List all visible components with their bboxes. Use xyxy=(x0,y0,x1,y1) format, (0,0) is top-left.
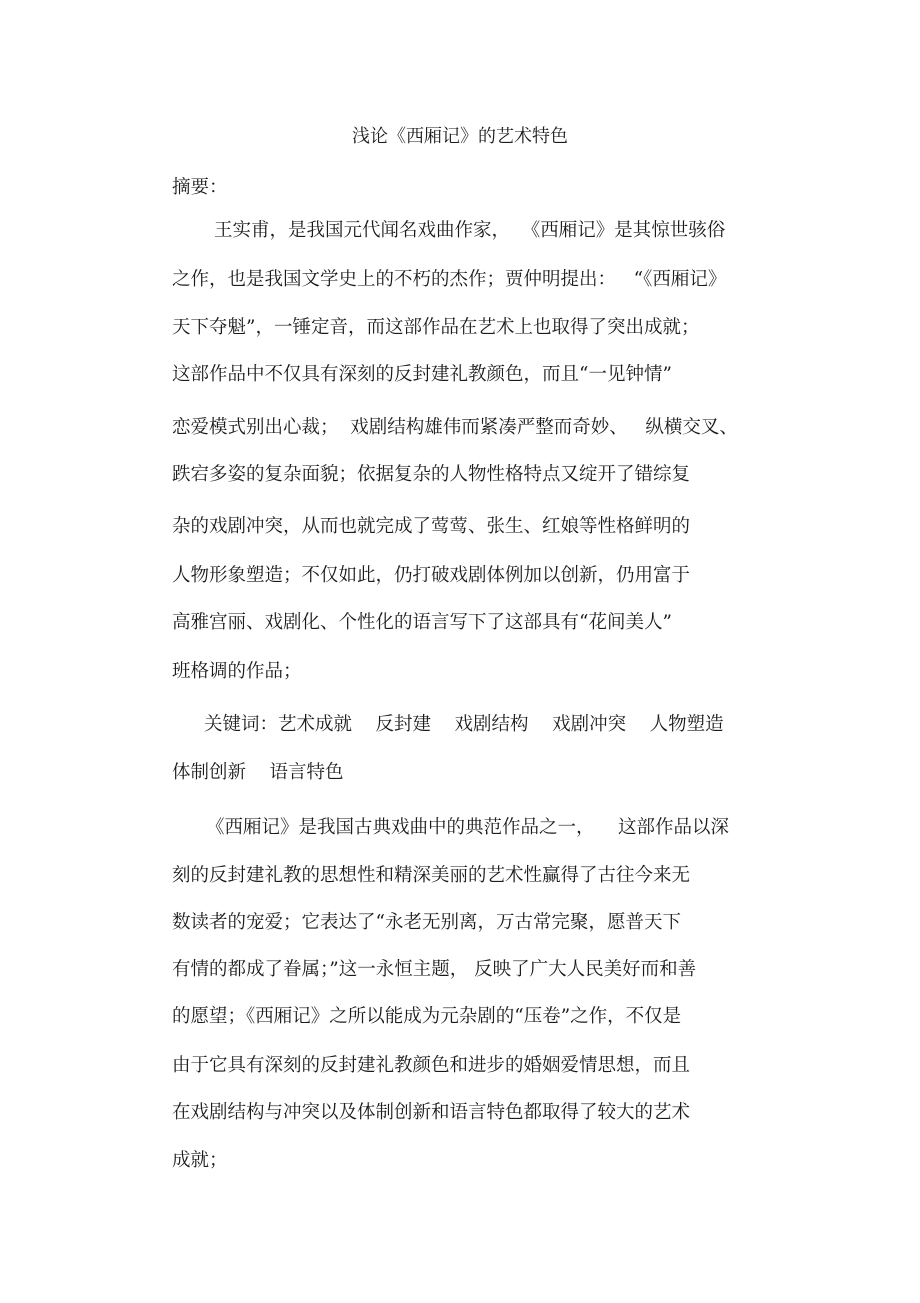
body-line: 的愿望；《西厢记》之所以能成为元杂剧的“压卷”之作，不仅是 xyxy=(172,1006,682,1027)
keywords-line: 关键词：艺术成就 反封建 戏剧结构 戏剧冲突 人物塑造 xyxy=(204,714,724,735)
abstract-line: 人物形象塑造；不仅如此，仍打破戏剧体例加以创新，仍用富于 xyxy=(172,565,691,586)
abstract-line: 这部作品中不仅具有深刻的反封建礼教颜色，而且“一见钟情” xyxy=(172,364,672,385)
body-line: 《西厢记》是我国古典戏曲中的典范作品之一， 这部作品以深 xyxy=(206,817,730,838)
abstract-line: 天下夺魁”，一锤定音，而这部作品在艺术上也取得了突出成就； xyxy=(172,317,700,338)
body-line: 由于它具有深刻的反封建礼教颜色和进步的婚姻爱情思想，而且 xyxy=(172,1055,691,1076)
body-line: 有情的都成了眷属；”这一永恒主题， 反映了广大人民美好而和善 xyxy=(172,959,697,980)
body-line: 成就； xyxy=(172,1150,228,1171)
abstract-line: 王实甫，是我国元代闻名戏曲作家， 《西厢记》是其惊世骇俗 xyxy=(214,220,726,241)
abstract-line: 之作，也是我国文学史上的不朽的杰作；贾仲明提出： “《西厢记》 xyxy=(172,269,727,290)
abstract-line: 高雅宫丽、戏剧化、个性化的语言写下了这部具有“花间美人” xyxy=(172,612,672,633)
abstract-line: 杂的戏剧冲突，从而也就完成了莺莺、张生、红娘等性格鲜明的 xyxy=(172,516,691,537)
keywords-line: 体制创新 语言特色 xyxy=(172,762,344,783)
document-title: 浅论《西厢记》的艺术特色 xyxy=(352,126,568,147)
body-line: 在戏剧结构与冲突以及体制创新和语言特色都取得了较大的艺术 xyxy=(172,1102,691,1123)
body-line: 刻的反封建礼教的思想性和精深美丽的艺术性赢得了古往今来无 xyxy=(172,865,691,886)
abstract-heading: 摘要： xyxy=(172,177,228,198)
abstract-line: 班格调的作品； xyxy=(172,661,302,682)
abstract-line: 恋爱模式别出心裁； 戏剧结构雄伟而紧凑严整而奇妙、 纵横交叉、 xyxy=(172,417,738,438)
body-line: 数读者的宠爱；它表达了“永老无别离，万古常完聚，愿普天下 xyxy=(172,912,681,933)
abstract-line: 跌宕多姿的复杂面貌；依据复杂的人物性格特点又绽开了错综复 xyxy=(172,464,691,485)
